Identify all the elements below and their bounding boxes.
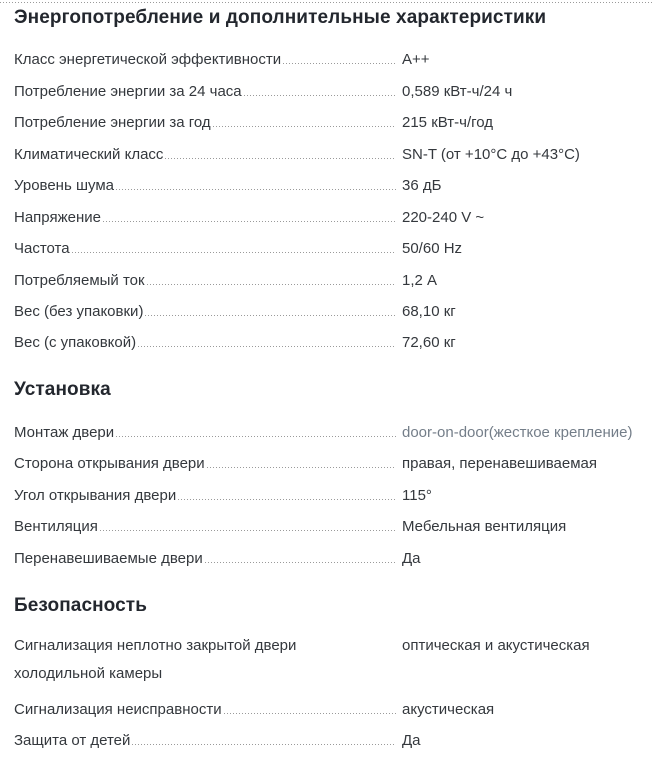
- dotted-leader: [116, 436, 396, 437]
- spec-value: door-on-door(жесткое крепление): [402, 423, 633, 441]
- spec-row: [14, 688, 654, 719]
- spec-value: 50/60 Hz: [402, 240, 463, 258]
- spec-label: Вес (без упаковки): [14, 302, 144, 320]
- spec-row: [14, 258, 654, 289]
- spec-rows: [14, 626, 654, 751]
- spec-value: 68,10 кг: [402, 302, 456, 320]
- spec-label: Напряжение: [14, 208, 101, 226]
- spec-value: 220-240 V ~: [402, 208, 485, 226]
- spec-label: Вес (с упаковкой): [14, 334, 137, 352]
- spec-rows: [14, 38, 654, 352]
- spec-row: [14, 473, 654, 504]
- dotted-leader: [165, 158, 396, 159]
- spec-row: [14, 195, 654, 226]
- dotted-leader: [283, 63, 396, 64]
- spec-row: [14, 132, 654, 163]
- spec-label: Сторона открывания двери: [14, 455, 205, 473]
- spec-section: [14, 378, 654, 567]
- spec-row: [14, 38, 654, 69]
- dotted-leader: [145, 315, 396, 316]
- spec-row: [14, 442, 654, 473]
- spec-row: [14, 626, 654, 688]
- spec-label: Перенавешиваемые двери: [14, 549, 203, 567]
- spec-label: Защита от детей: [14, 732, 131, 750]
- dotted-leader: [244, 95, 396, 96]
- spec-label: Уровень шума: [14, 177, 114, 195]
- spec-value: правая, перенавешиваемая: [402, 455, 597, 473]
- spec-value: 215 кВт-ч/год: [402, 114, 494, 132]
- spec-row: [14, 164, 654, 195]
- spec-label: Потребление энергии за 24 часа: [14, 82, 242, 100]
- spec-row: [14, 69, 654, 100]
- section-title: Безопасность: [14, 594, 147, 616]
- spec-value: Да: [402, 549, 421, 567]
- dotted-leader: [207, 467, 396, 468]
- spec-label: Монтаж двери: [14, 423, 115, 441]
- spec-value: 115°: [402, 486, 432, 504]
- dotted-leader: [100, 530, 396, 531]
- spec-row: [14, 505, 654, 536]
- spec-label: Частота: [14, 240, 70, 258]
- dotted-leader: [224, 713, 396, 714]
- dotted-leader: [103, 221, 396, 222]
- dotted-leader: [213, 126, 396, 127]
- dotted-leader: [147, 284, 396, 285]
- spec-row: [14, 410, 654, 441]
- spec-value: оптическая и акустическая: [402, 636, 590, 654]
- spec-row: [14, 536, 654, 567]
- dotted-leader: [116, 189, 396, 190]
- spec-value: A++: [402, 51, 430, 69]
- dotted-leader: [178, 499, 396, 500]
- dotted-leader: [205, 562, 396, 563]
- dotted-leader: [132, 744, 396, 745]
- spec-rows: [14, 410, 654, 567]
- spec-label: Вентиляция: [14, 518, 98, 536]
- spec-label: Потребляемый ток: [14, 271, 145, 289]
- spec-row: [14, 321, 654, 352]
- spec-value: 36 дБ: [402, 177, 442, 195]
- spec-row: [14, 290, 654, 321]
- spec-value: Мебельная вентиляция: [402, 518, 567, 536]
- spec-value: акустическая: [402, 701, 495, 718]
- spec-value: SN-T (от +10°С до +43°С): [402, 145, 580, 163]
- section-title: Установка: [14, 379, 111, 401]
- spec-label: Класс энергетической эффективности: [14, 51, 282, 69]
- spec-label: Сигнализация неплотно закрытой двери холодильной камеры: [14, 636, 297, 682]
- spec-label: Сигнализация неисправности: [14, 701, 222, 718]
- spec-section: [14, 594, 654, 751]
- spec-row: [14, 101, 654, 132]
- page-title: Энергопотребление и дополнительные характеристики: [14, 7, 547, 28]
- specifications-panel: [14, 0, 654, 750]
- spec-value: Да: [402, 732, 421, 750]
- dotted-leader: [72, 252, 396, 253]
- spec-row: [14, 227, 654, 258]
- dotted-leader: [138, 346, 396, 347]
- spec-label: Потребление энергии за год: [14, 114, 211, 132]
- spec-label: Климатический класс: [14, 145, 164, 163]
- spec-section: [14, 6, 654, 352]
- cropped-row-leader-line: [0, 2, 654, 3]
- spec-value: 0,589 кВт-ч/24 ч: [402, 82, 513, 100]
- spec-value: 1,2 А: [402, 271, 438, 289]
- spec-row: [14, 719, 654, 750]
- spec-label: Угол открывания двери: [14, 486, 177, 504]
- spec-value: 72,60 кг: [402, 334, 456, 352]
